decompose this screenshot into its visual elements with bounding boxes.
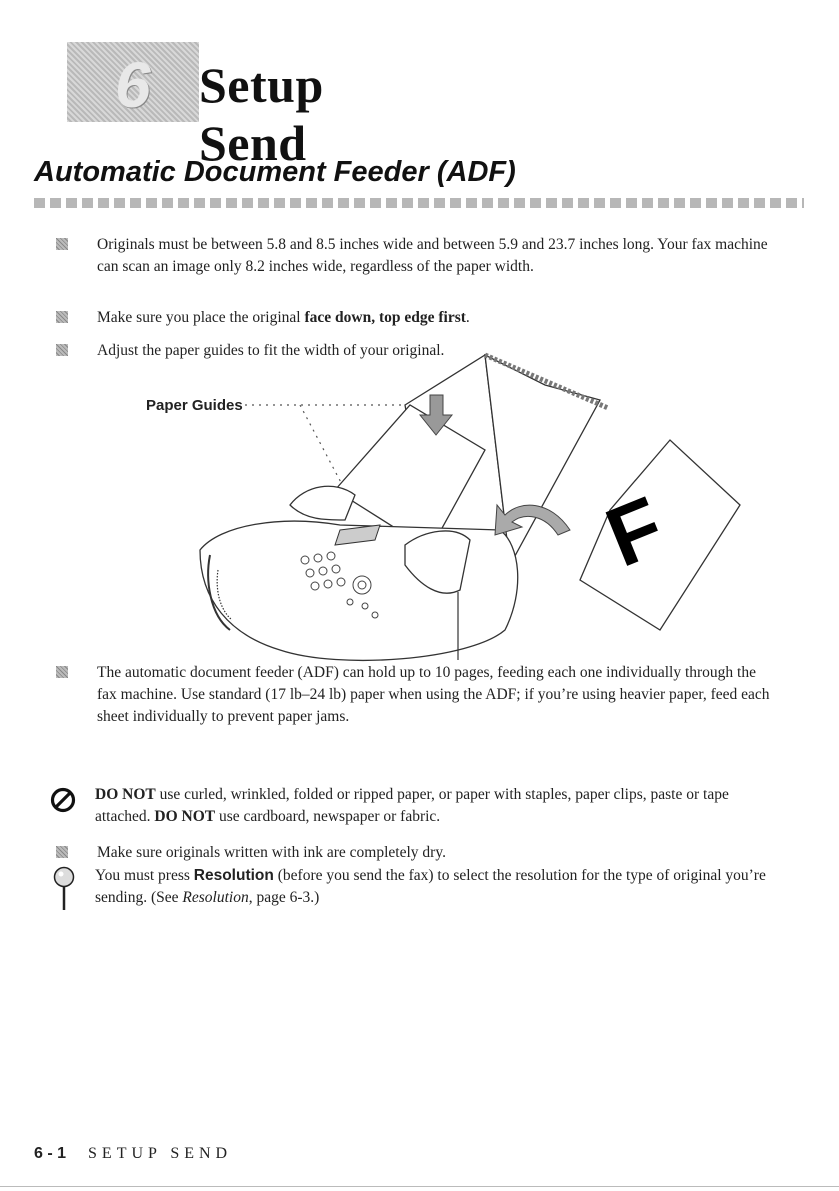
chapter-heading [67, 42, 427, 171]
warning-text-2: use cardboard, newspaper or fabric. [215, 808, 441, 825]
bullet-icon [56, 666, 68, 678]
chapter-number: 6 [115, 49, 151, 121]
resolution-key: Resolution [193, 867, 274, 884]
bullet-icon [56, 344, 68, 356]
bullet-text: Originals must be between 5.8 and 8.5 inches wide and between 5.9 and 23.7 inches long. Your fax machine can scan an image only 8.2 inches wide, regardless of the paper width. [97, 236, 768, 275]
warning-do-not: DO NOT [95, 786, 156, 803]
bullet-placement [97, 307, 777, 329]
paper-guides-label: Paper Guides [146, 397, 243, 414]
bullet-text: The automatic document feeder (ADF) can hold up to 10 pages, feeding each one individually through the fax machine. Use standard (17 lb–24 lb) paper when using the ADF; if you’re using heavier paper, feed each sheet individually to prevent paper jams. [97, 664, 770, 725]
bullet-text: Make sure originals written with ink are completely dry. [97, 844, 446, 861]
bullet-paper-size [97, 234, 777, 278]
bullet-icon [56, 238, 68, 250]
prohibited-icon [50, 787, 76, 813]
note-text-middle: (before you send the fax) to select the resolution for the type of original you’re sending. (See [95, 867, 766, 906]
section-title: Automatic Document Feeder (ADF) [34, 156, 516, 188]
original-letter: F [593, 478, 677, 585]
footer-title: SETUP SEND [88, 1145, 233, 1162]
warning-text: use curled, wrinkled, folded or ripped paper, or paper with staples, paper clips, paste or tape attached. [95, 786, 729, 825]
bullet-text: Make sure you place the original [97, 309, 305, 326]
bullet-text: Adjust the paper guides to fit the width of your original. [97, 342, 445, 359]
note-text: You must press [95, 867, 194, 884]
resolution-reference: Resolution [182, 889, 249, 906]
page-number: 6 - 1 [34, 1145, 67, 1162]
chapter-title: Setup Send [199, 57, 324, 171]
chapter-number-badge [67, 42, 199, 122]
fax-machine-illustration [140, 330, 800, 700]
bullet-ink-dry [97, 842, 777, 864]
note-text-end: , page 6-3.) [248, 889, 320, 906]
bullet-text-end: . [465, 309, 470, 326]
bullet-icon [56, 311, 68, 323]
note-pin-icon [52, 866, 76, 912]
bullet-adf-capacity [97, 662, 777, 728]
warning-paper-condition [95, 784, 785, 828]
bullet-icon [56, 846, 68, 858]
section-divider [34, 198, 804, 208]
bullet-emphasis: face down, top edge first [304, 309, 466, 326]
warning-do-not-2: DO NOT [154, 808, 216, 825]
note-resolution [95, 865, 785, 909]
bottom-rule [0, 1186, 839, 1187]
page-footer [34, 1145, 232, 1163]
